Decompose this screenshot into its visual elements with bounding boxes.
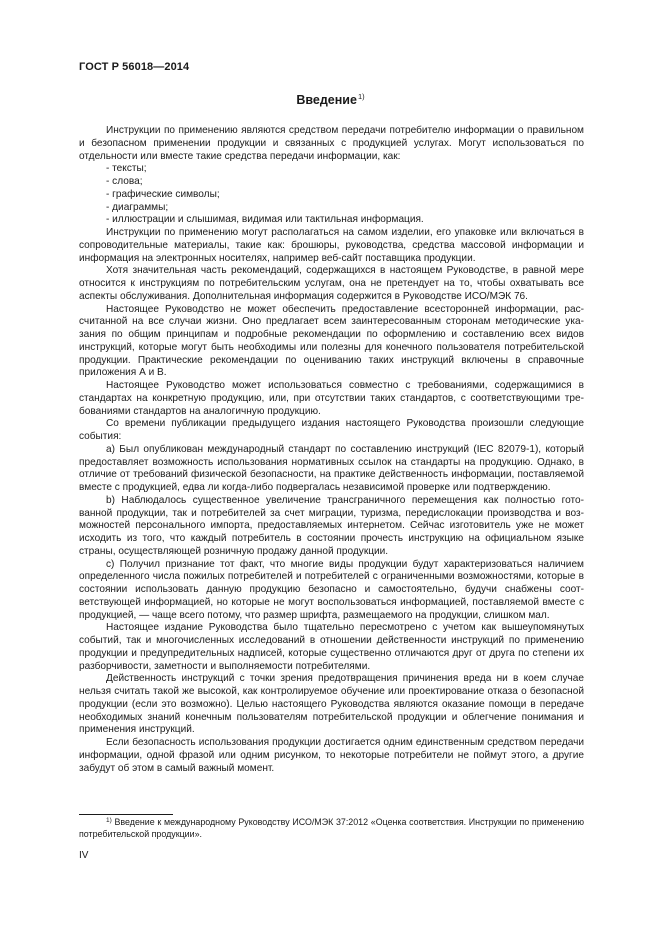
list-item: - слова; [106,176,143,187]
footnote-text: Введение к международному Руководству ИСО/МЭК 37:2012 «Оценка соответствия. Инструкции по применению потребительской продукции». [79,817,584,839]
paragraph: Настоящее издание Руководства было тщательно пересмотрено с учетом как вышеупомянутых событий, так и многочисленных исследований в отношении действенности инструкций по применению продукции и предупредительных надписей, которые существенно отличаются друг от друга по степени их разборчивости, заметности и выполняемости потребителями. [79,622,584,672]
footnote-divider [79,814,173,815]
paragraph: Настоящее Руководство может использоваться совместно с требованиями, содержащимися в стандартах на конкретную продукцию, или, при отсутствии таких стандартов, с соответствующими требованиями стандартов на аналогичную продукцию. [79,380,584,417]
page-number: IV [79,850,89,861]
paragraph: Со времени публикации предыдущего издания настоящего Руководства произошли следующие события: [79,418,584,442]
paragraph: Инструкции по применению являются средством передачи потребителю информации о правильном и безопасном применении продукции и связанных с продукцией услугах. Могут использоваться по отдельности или вместе такие средства передачи информации, как: [79,125,584,162]
paragraph: Если безопасность использования продукции достигается одним единственным средством передачи информации, одной фразой или одним рисунком, то некоторые потребители не поймут этого, а другие забудут об этом в самый важный момент. [79,737,584,774]
paragraph: Настоящее Руководство не может обеспечить предоставление всесторонней информации, рассчитанной на все случаи жизни. Оно предлагает всем заинтересованным сторонам методические указания по общим принципам и подробные рекомендации по оформлению и составлению всех видов инструкций, которые могут быть необходимы или полезны для конечного пользователя потребительской продукции. Практические рекомендации по оцениванию таких инструкций включены в справочные приложения А и В. [79,303,584,379]
list-item: - графические символы; [106,188,220,200]
paragraph: a) Был опубликован международный стандарт по составлению инструкций (IEC 82079-1), который предоставляет возможность использования нормативных ссылок на стандарты на продукцию. Однако, в отличие от требований физической безопасности, на практике действенность информации, поставляемой вместе с продукцией, едва ли когда-либо подвергалась независимой проверке или подтверждению. [79,443,584,493]
paragraph: b) Наблюдалось существенное увеличение трансграничного перемещения как полностью готованной продукции, так и потребителей за счет миграции, туризма, передислокации производства и возможностей персонального импорта, предоставляемых интернетом. Сейчас изготовитель уже не может исходить из того, что каждый потребитель в состоянии прочесть инструкцию на официальном языке страны, осуществляющей розничную продажу данной продукции. [79,494,584,557]
list-item: - тексты; [106,163,147,175]
footnote-mark: 1) [106,817,112,824]
section-title-text: Введение [296,93,357,107]
paragraph: c) Получил признание тот факт, что многие виды продукции будут характеризоваться наличием определенного числа пожилых потребителей и потребителей с ограниченными возможностями, которые в состоянии использовать данную продукцию безопасно и самостоятельно, будучи снабжены соответствующей информацией, но которые не могут воспользоваться информацией, поставляемой вместе с продукцией, — чаще всего потому, что размер шрифта, размещаемого на продукции, слишком мал. [79,558,584,621]
document-code: ГОСТ Р 56018—2014 [79,61,190,73]
paragraph: Хотя значительная часть рекомендаций, содержащихся в настоящем Руководстве, в равной мере относится к инструкциям по потребительским услугам, она не претендует на то, чтобы охватывать все аспекты обслуживания. Дополнительная информация содержится в Руководстве ИСО/МЭК 76. [79,265,584,302]
paragraph: Действенность инструкций с точки зрения предотвращения причинения вреда ни в коем случае нельзя считать такой же высокой, как контролируемое обучение или проектирование отказа о безопасной продукции (если это возможно). Целью настоящего Руководства являются оказание помощи в передаче необходимых знаний конечным пользователям потребительской продукции и облегчение понимания и применения инструкций. [79,673,584,736]
title-footnote-mark[interactable]: 1) [357,92,365,101]
section-title [0,93,661,107]
body-text [79,125,584,775]
list-item: - диаграммы; [106,201,169,213]
footnote [79,817,584,840]
list-item: - иллюстрации и слышимая, видимая или тактильная информация. [106,214,424,226]
paragraph: Инструкции по применению могут располагаться на самом изделии, его упаковке или включаться в сопроводительные материалы, такие как: брошюры, руководства, средства массовой информации и информация на электронных носителях, например веб-сайт поставщика продукции. [79,227,584,264]
